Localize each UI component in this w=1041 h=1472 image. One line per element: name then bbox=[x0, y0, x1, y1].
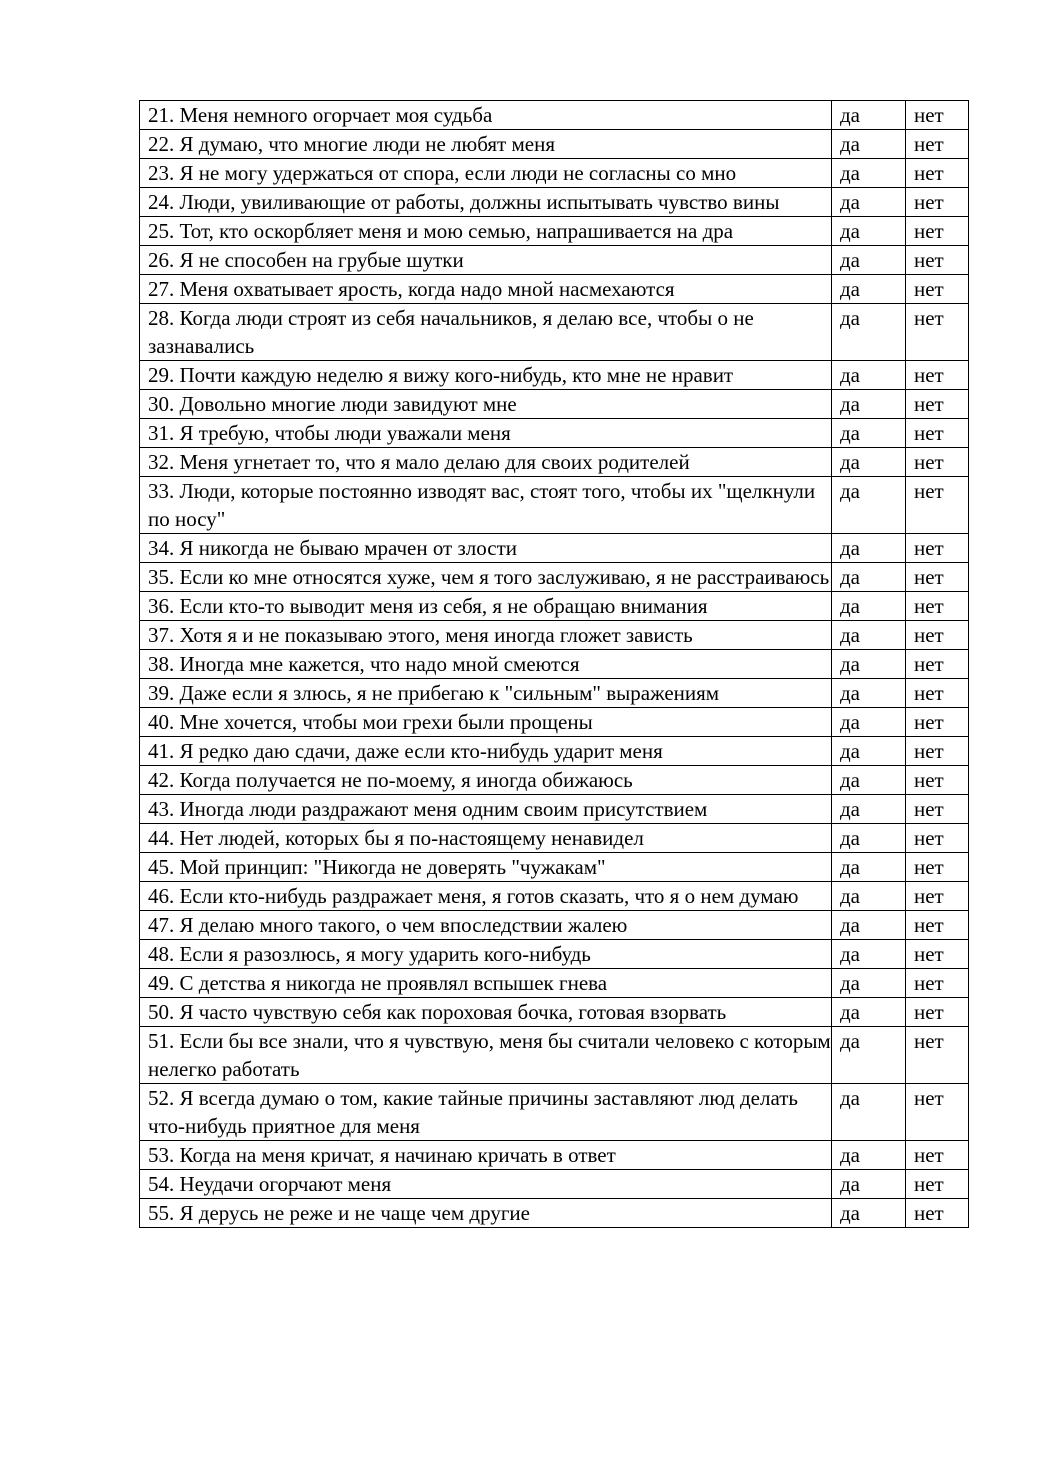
question-text: 23. Я не могу удержаться от спора, если люди не согласны со мно bbox=[148, 161, 737, 185]
question-text: 52. Я всегда думаю о том, какие тайные причины заставляют люд делать что-нибудь приятное для меня bbox=[148, 1086, 798, 1138]
question-cell bbox=[140, 621, 832, 650]
question-cell bbox=[140, 766, 832, 795]
answer-yes-option[interactable]: да bbox=[832, 1170, 906, 1199]
answer-yes-option[interactable]: да bbox=[832, 679, 906, 708]
question-cell bbox=[140, 304, 832, 361]
answer-yes-option[interactable]: да bbox=[832, 1027, 906, 1084]
table-row bbox=[140, 766, 969, 795]
question-cell bbox=[140, 1027, 832, 1084]
table-row bbox=[140, 708, 969, 737]
answer-no-option[interactable]: нет bbox=[906, 246, 969, 275]
question-cell bbox=[140, 419, 832, 448]
question-text: 33. Люди, которые постоянно изводят вас, стоят того, чтобы их "щелкнули по носу" bbox=[148, 479, 816, 531]
question-cell bbox=[140, 708, 832, 737]
table-row bbox=[140, 824, 969, 853]
table-row bbox=[140, 592, 969, 621]
question-text: 50. Я часто чувствую себя как пороховая бочка, готовая взорвать bbox=[148, 1000, 727, 1024]
answer-yes-option[interactable]: да bbox=[832, 448, 906, 477]
question-cell bbox=[140, 1199, 832, 1228]
table-row bbox=[140, 1084, 969, 1141]
answer-no-option[interactable]: нет bbox=[906, 940, 969, 969]
answer-yes-option[interactable]: да bbox=[832, 650, 906, 679]
answer-yes-option[interactable]: да bbox=[832, 940, 906, 969]
question-text: 29. Почти каждую неделю я вижу кого-нибудь, кто мне не нравит bbox=[148, 363, 734, 387]
table-row bbox=[140, 795, 969, 824]
answer-yes-option[interactable]: да bbox=[832, 534, 906, 563]
question-cell bbox=[140, 882, 832, 911]
question-text: 37. Хотя я и не показываю этого, меня иногда гложет зависть bbox=[148, 623, 693, 647]
question-text: 38. Иногда мне кажется, что надо мной смеются bbox=[148, 652, 580, 676]
answer-yes-option[interactable]: да bbox=[832, 911, 906, 940]
answer-yes-option[interactable]: да bbox=[832, 1199, 906, 1228]
table-row bbox=[140, 304, 969, 361]
question-text: 39. Даже если я злюсь, я не прибегаю к "сильным" выражениям bbox=[148, 681, 720, 705]
answer-yes-option[interactable]: да bbox=[832, 563, 906, 592]
answer-no-option[interactable]: нет bbox=[906, 650, 969, 679]
table-row bbox=[140, 188, 969, 217]
question-cell bbox=[140, 1084, 832, 1141]
answer-no-option[interactable]: нет bbox=[906, 534, 969, 563]
question-text: 40. Мне хочется, чтобы мои грехи были прощены bbox=[148, 710, 593, 734]
question-text: 32. Меня угнетает то, что я мало делаю для своих родителей bbox=[148, 450, 690, 474]
answer-no-option[interactable]: нет bbox=[906, 1141, 969, 1170]
table-row bbox=[140, 882, 969, 911]
table-row bbox=[140, 679, 969, 708]
table-row bbox=[140, 1170, 969, 1199]
answer-no-option[interactable]: нет bbox=[906, 217, 969, 246]
answer-no-option[interactable]: нет bbox=[906, 969, 969, 998]
question-cell bbox=[140, 1170, 832, 1199]
answer-no-option[interactable]: нет bbox=[906, 1084, 969, 1141]
question-text: 25. Тот, кто оскорбляет меня и мою семью, напрашивается на дра bbox=[148, 219, 734, 243]
question-text: 30. Довольно многие люди завидуют мне bbox=[148, 392, 517, 416]
question-cell bbox=[140, 737, 832, 766]
question-text: 55. Я дерусь не реже и не чаще чем другие bbox=[148, 1201, 530, 1225]
answer-no-option[interactable]: нет bbox=[906, 621, 969, 650]
questionnaire-table bbox=[139, 100, 969, 1228]
answer-yes-option[interactable]: да bbox=[832, 1084, 906, 1141]
question-text: 43. Иногда люди раздражают меня одним своим присутствием bbox=[148, 797, 708, 821]
table-row bbox=[140, 534, 969, 563]
question-text: 21. Меня немного огорчает моя судьба bbox=[148, 103, 493, 127]
question-text: 34. Я никогда не бываю мрачен от злости bbox=[148, 536, 518, 560]
answer-yes-option[interactable]: да bbox=[832, 130, 906, 159]
question-cell bbox=[140, 824, 832, 853]
table-row bbox=[140, 361, 969, 390]
table-row bbox=[140, 101, 969, 130]
question-cell bbox=[140, 998, 832, 1027]
question-cell bbox=[140, 940, 832, 969]
questionnaire-body bbox=[140, 101, 969, 1228]
answer-no-option[interactable]: нет bbox=[906, 737, 969, 766]
answer-no-option[interactable]: нет bbox=[906, 188, 969, 217]
answer-yes-option[interactable]: да bbox=[832, 217, 906, 246]
table-row bbox=[140, 390, 969, 419]
answer-no-option[interactable]: нет bbox=[906, 275, 969, 304]
question-text: 26. Я не способен на грубые шутки bbox=[148, 248, 464, 272]
question-cell bbox=[140, 853, 832, 882]
table-row bbox=[140, 911, 969, 940]
question-cell bbox=[140, 390, 832, 419]
answer-no-option[interactable]: нет bbox=[906, 766, 969, 795]
answer-yes-option[interactable]: да bbox=[832, 390, 906, 419]
question-cell bbox=[140, 911, 832, 940]
table-row bbox=[140, 1199, 969, 1228]
answer-yes-option[interactable]: да bbox=[832, 1141, 906, 1170]
answer-yes-option[interactable]: да bbox=[832, 766, 906, 795]
answer-yes-option[interactable]: да bbox=[832, 188, 906, 217]
question-cell bbox=[140, 534, 832, 563]
question-text: 44. Нет людей, которых бы я по-настоящему ненавидел bbox=[148, 826, 644, 850]
table-row bbox=[140, 621, 969, 650]
table-row bbox=[140, 737, 969, 766]
question-cell bbox=[140, 563, 832, 592]
table-row bbox=[140, 246, 969, 275]
answer-yes-option[interactable]: да bbox=[832, 998, 906, 1027]
answer-no-option[interactable]: нет bbox=[906, 1199, 969, 1228]
question-text: 48. Если я разозлюсь, я могу ударить кого-нибудь bbox=[148, 942, 591, 966]
answer-no-option[interactable]: нет bbox=[906, 477, 969, 534]
question-cell bbox=[140, 592, 832, 621]
answer-no-option[interactable]: нет bbox=[906, 882, 969, 911]
answer-yes-option[interactable]: да bbox=[832, 737, 906, 766]
question-text: 42. Когда получается не по-моему, я иногда обижаюсь bbox=[148, 768, 633, 792]
answer-yes-option[interactable]: да bbox=[832, 592, 906, 621]
table-row bbox=[140, 419, 969, 448]
answer-no-option[interactable]: нет bbox=[906, 1170, 969, 1199]
question-cell bbox=[140, 1141, 832, 1170]
question-cell bbox=[140, 130, 832, 159]
answer-no-option[interactable]: нет bbox=[906, 390, 969, 419]
answer-no-option[interactable]: нет bbox=[906, 824, 969, 853]
question-cell bbox=[140, 650, 832, 679]
table-row bbox=[140, 650, 969, 679]
answer-no-option[interactable]: нет bbox=[906, 911, 969, 940]
question-cell bbox=[140, 448, 832, 477]
question-cell bbox=[140, 679, 832, 708]
question-text: 24. Люди, увиливающие от работы, должны испытывать чувство вины bbox=[148, 190, 780, 214]
answer-yes-option[interactable]: да bbox=[832, 275, 906, 304]
question-text: 22. Я думаю, что многие люди не любят меня bbox=[148, 132, 555, 156]
question-text: 41. Я редко даю сдачи, даже если кто-нибудь ударит меня bbox=[148, 739, 663, 763]
question-text: 51. Если бы все знали, что я чувствую, меня бы считали человеко с которым нелегко работать bbox=[148, 1029, 831, 1081]
answer-yes-option[interactable]: да bbox=[832, 882, 906, 911]
table-row bbox=[140, 477, 969, 534]
question-cell bbox=[140, 969, 832, 998]
answer-no-option[interactable]: нет bbox=[906, 419, 969, 448]
table-row bbox=[140, 275, 969, 304]
question-text: 46. Если кто-нибудь раздражает меня, я готов сказать, что я о нем думаю bbox=[148, 884, 799, 908]
question-cell bbox=[140, 477, 832, 534]
answer-yes-option[interactable]: да bbox=[832, 795, 906, 824]
answer-no-option[interactable]: нет bbox=[906, 563, 969, 592]
table-row bbox=[140, 998, 969, 1027]
question-text: 31. Я требую, чтобы люди уважали меня bbox=[148, 421, 511, 445]
answer-no-option[interactable]: нет bbox=[906, 998, 969, 1027]
question-text: 36. Если кто-то выводит меня из себя, я не обращаю внимания bbox=[148, 594, 708, 618]
answer-no-option[interactable]: нет bbox=[906, 101, 969, 130]
table-row bbox=[140, 969, 969, 998]
answer-no-option[interactable]: нет bbox=[906, 1027, 969, 1084]
answer-yes-option[interactable]: да bbox=[832, 477, 906, 534]
answer-no-option[interactable]: нет bbox=[906, 159, 969, 188]
table-row bbox=[140, 1027, 969, 1084]
answer-yes-option[interactable]: да bbox=[832, 101, 906, 130]
answer-yes-option[interactable]: да bbox=[832, 246, 906, 275]
table-row bbox=[140, 130, 969, 159]
answer-yes-option[interactable]: да bbox=[832, 361, 906, 390]
question-cell bbox=[140, 795, 832, 824]
question-text: 47. Я делаю много такого, о чем впоследствии жалею bbox=[148, 913, 628, 937]
answer-no-option[interactable]: нет bbox=[906, 448, 969, 477]
answer-no-option[interactable]: нет bbox=[906, 304, 969, 361]
question-text: 54. Неудачи огорчают меня bbox=[148, 1172, 392, 1196]
question-text: 27. Меня охватывает ярость, когда надо мной насмехаются bbox=[148, 277, 675, 301]
answer-no-option[interactable]: нет bbox=[906, 592, 969, 621]
table-row bbox=[140, 853, 969, 882]
answer-no-option[interactable]: нет bbox=[906, 708, 969, 737]
answer-yes-option[interactable]: да bbox=[832, 708, 906, 737]
question-cell bbox=[140, 101, 832, 130]
question-cell bbox=[140, 275, 832, 304]
answer-no-option[interactable]: нет bbox=[906, 853, 969, 882]
answer-no-option[interactable]: нет bbox=[906, 361, 969, 390]
answer-yes-option[interactable]: да bbox=[832, 621, 906, 650]
table-row bbox=[140, 217, 969, 246]
answer-yes-option[interactable]: да bbox=[832, 853, 906, 882]
answer-no-option[interactable]: нет bbox=[906, 679, 969, 708]
answer-yes-option[interactable]: да bbox=[832, 824, 906, 853]
question-cell bbox=[140, 188, 832, 217]
question-cell bbox=[140, 361, 832, 390]
table-row bbox=[140, 1141, 969, 1170]
answer-yes-option[interactable]: да bbox=[832, 419, 906, 448]
table-row bbox=[140, 159, 969, 188]
table-row bbox=[140, 940, 969, 969]
question-cell bbox=[140, 246, 832, 275]
question-text: 35. Если ко мне относятся хуже, чем я того заслуживаю, я не расстраиваюсь bbox=[148, 565, 830, 589]
answer-no-option[interactable]: нет bbox=[906, 795, 969, 824]
table-row bbox=[140, 448, 969, 477]
answer-yes-option[interactable]: да bbox=[832, 159, 906, 188]
answer-no-option[interactable]: нет bbox=[906, 130, 969, 159]
question-cell bbox=[140, 217, 832, 246]
question-text: 45. Мой принцип: "Никогда не доверять "чужакам" bbox=[148, 855, 606, 879]
answer-yes-option[interactable]: да bbox=[832, 304, 906, 361]
question-text: 28. Когда люди строят из себя начальников, я делаю все, чтобы о не зазнавались bbox=[148, 306, 754, 358]
question-text: 49. С детства я никогда не проявлял вспышек гнева bbox=[148, 971, 608, 995]
answer-yes-option[interactable]: да bbox=[832, 969, 906, 998]
question-cell bbox=[140, 159, 832, 188]
table-row bbox=[140, 563, 969, 592]
question-text: 53. Когда на меня кричат, я начинаю кричать в ответ bbox=[148, 1143, 616, 1167]
